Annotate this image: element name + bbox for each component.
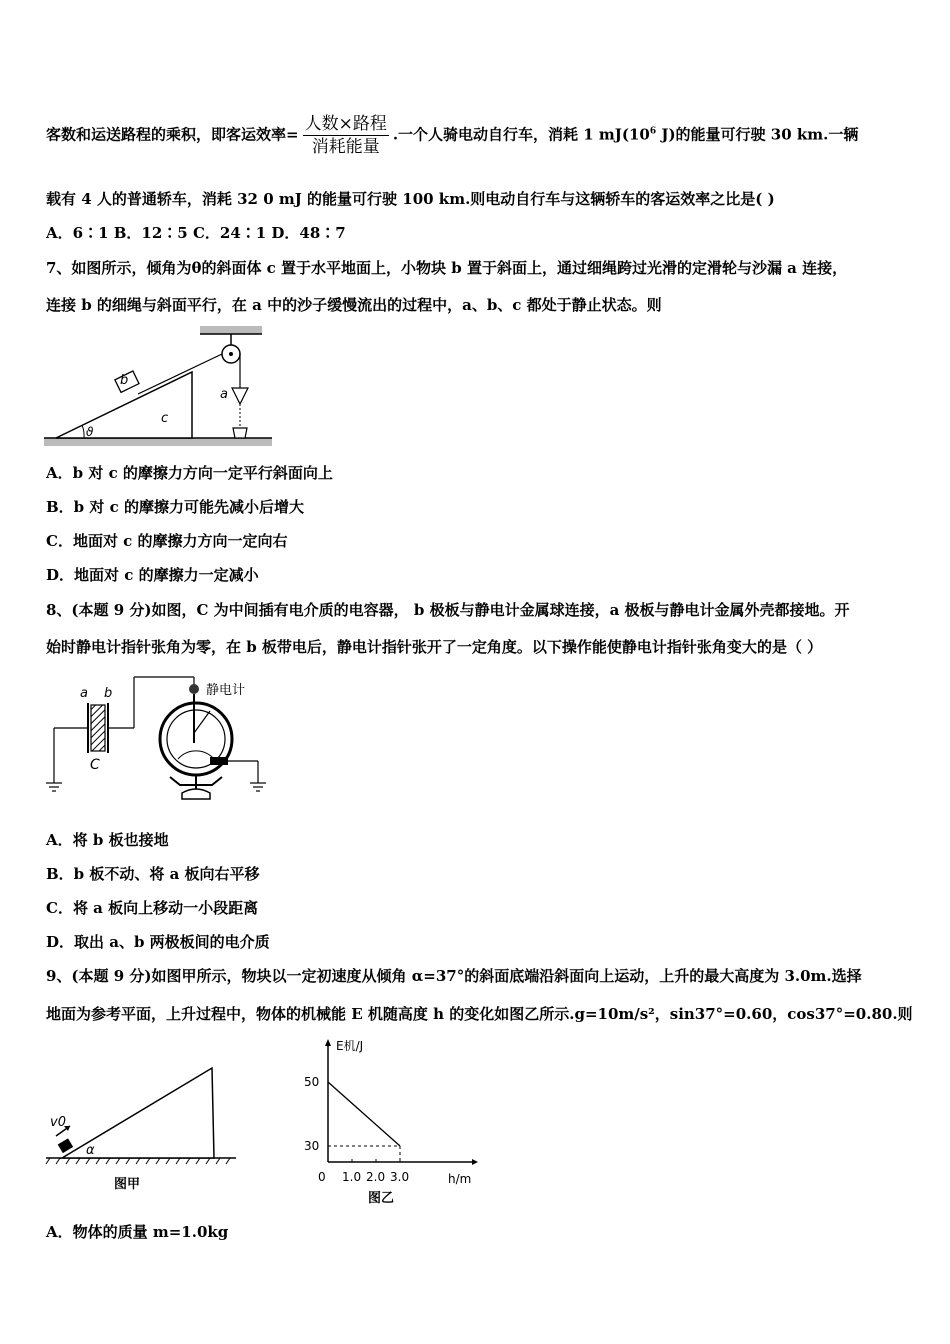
q7-option-b: B．b 对 c 的摩擦力可能先减小后增大 (46, 498, 304, 516)
alpha-label: α (86, 1143, 95, 1158)
intro-text: .一个人骑电动自行车，消耗 1 mJ(10 (392, 125, 650, 144)
q9-figure-a (44, 1060, 240, 1196)
q7-stem-line-1: 7、如图所示，倾角为θ的斜面体 c 置于水平地面上，小物块 b 置于斜面上，通过细绳跨过光滑的定滑轮与沙漏 a 连接， (46, 259, 848, 277)
ground-symbol-right (250, 783, 266, 791)
electrometer-label: 静电计 (206, 683, 246, 698)
q8-figure (42, 673, 272, 805)
q8-option-d: D．取出 a、b 两极板间的电介质 (46, 933, 270, 951)
capacitor-label: C (90, 757, 100, 773)
x-tick-label: 1.0 (342, 1170, 362, 1184)
x-axis-arrow (472, 1159, 478, 1165)
plate-a-label: a (80, 686, 88, 701)
x-tick-label: 3.0 (390, 1170, 410, 1184)
figure-b-caption: 图乙 (368, 1191, 395, 1206)
v0-label: v0 (50, 1115, 66, 1130)
incline (62, 1068, 214, 1158)
dielectric (91, 705, 105, 751)
ground-symbol-left (46, 783, 62, 791)
exponent: 6 (649, 126, 657, 137)
theta-label: ϑ (86, 425, 94, 439)
intro-line-2: 载有 4 人的普通轿车，消耗 32 0 mJ 的能量可行驶 100 km.则电动自行车与这辆轿车的客运效率之比是( ) (46, 190, 775, 208)
a-label: a (220, 387, 228, 402)
q7-option-c: C．地面对 c 的摩擦力方向一定向右 (46, 532, 288, 550)
y-tick-label: 50 (304, 1075, 320, 1089)
intro-options: A．6∶1 B．12∶5 C．24∶1 D．48∶7 (46, 224, 346, 242)
intro-line-1 (46, 113, 858, 158)
energy-line (328, 1082, 400, 1146)
metal-ball (189, 684, 199, 694)
q7-option-d: D．地面对 c 的摩擦力一定减小 (46, 566, 259, 584)
q9-stem-line-1: 9、(本题 9 分)如图甲所示，物块以一定初速度从倾角 α=37°的斜面底端沿斜面向上运动，上升的最大高度为 3.0m.选择 (46, 967, 862, 985)
q7-option-a: A．b 对 c 的摩擦力方向一定平行斜面向上 (46, 464, 333, 482)
ground (44, 438, 272, 446)
q9-stem-line-2: 地面为参考平面，上升过程中，物体的机械能 E 机随高度 h 的变化如图乙所示.g=10m/s²，sin37°=0.60，cos37°=0.80.则 (46, 1005, 913, 1023)
plate-b-label: b (104, 686, 113, 701)
q8-option-c: C．将 a 板向上移动一小段距离 (46, 899, 259, 917)
q9-option-a: A．物体的质量 m=1.0kg (46, 1223, 229, 1241)
fraction-denominator: 消耗能量 (311, 137, 380, 157)
x-tick-label: 2.0 (366, 1170, 386, 1184)
y-axis-arrow (325, 1039, 331, 1046)
x-axis-label: h/m (448, 1172, 472, 1186)
c-label: c (161, 411, 169, 426)
block (58, 1138, 73, 1153)
q8-stem-line-1: 8、(本题 9 分)如图，C 为中间插有电介质的电容器， b 极板与静电计金属球连接，a 极板与静电计金属外壳都接地。开 (46, 601, 850, 619)
intro-text: 客数和运送路程的乘积，即客运效率= (46, 125, 299, 144)
efficiency-fraction (303, 113, 389, 158)
ceiling (200, 326, 262, 334)
y-axis-label: E机/J (336, 1039, 364, 1053)
stand (182, 789, 210, 799)
intro-text: J)的能量可行驶 30 km.一辆 (656, 125, 859, 144)
y-tick-label: 30 (304, 1139, 320, 1153)
q8-stem-line-2: 始时静电计指针张角为零，在 b 板带电后，静电计指针张开了一定角度。以下操作能使静电计指针张角变大的是（ ） (46, 638, 823, 656)
q8-option-a: A．将 b 板也接地 (46, 831, 169, 849)
origin-label: 0 (318, 1170, 326, 1184)
cup (233, 428, 247, 438)
fraction-numerator: 人数×路程 (304, 114, 387, 134)
q9-figure-b (298, 1036, 480, 1206)
q7-figure (44, 324, 276, 454)
figure-a-caption: 图甲 (114, 1177, 141, 1192)
sand-funnel-a (232, 388, 248, 404)
q8-option-b: B．b 板不动、将 a 板向右平移 (46, 865, 260, 883)
q7-stem-line-2: 连接 b 的细绳与斜面平行，在 a 中的沙子缓慢流出的过程中，a、b、c 都处于静止状态。则 (46, 296, 662, 314)
b-label: b (120, 373, 129, 388)
